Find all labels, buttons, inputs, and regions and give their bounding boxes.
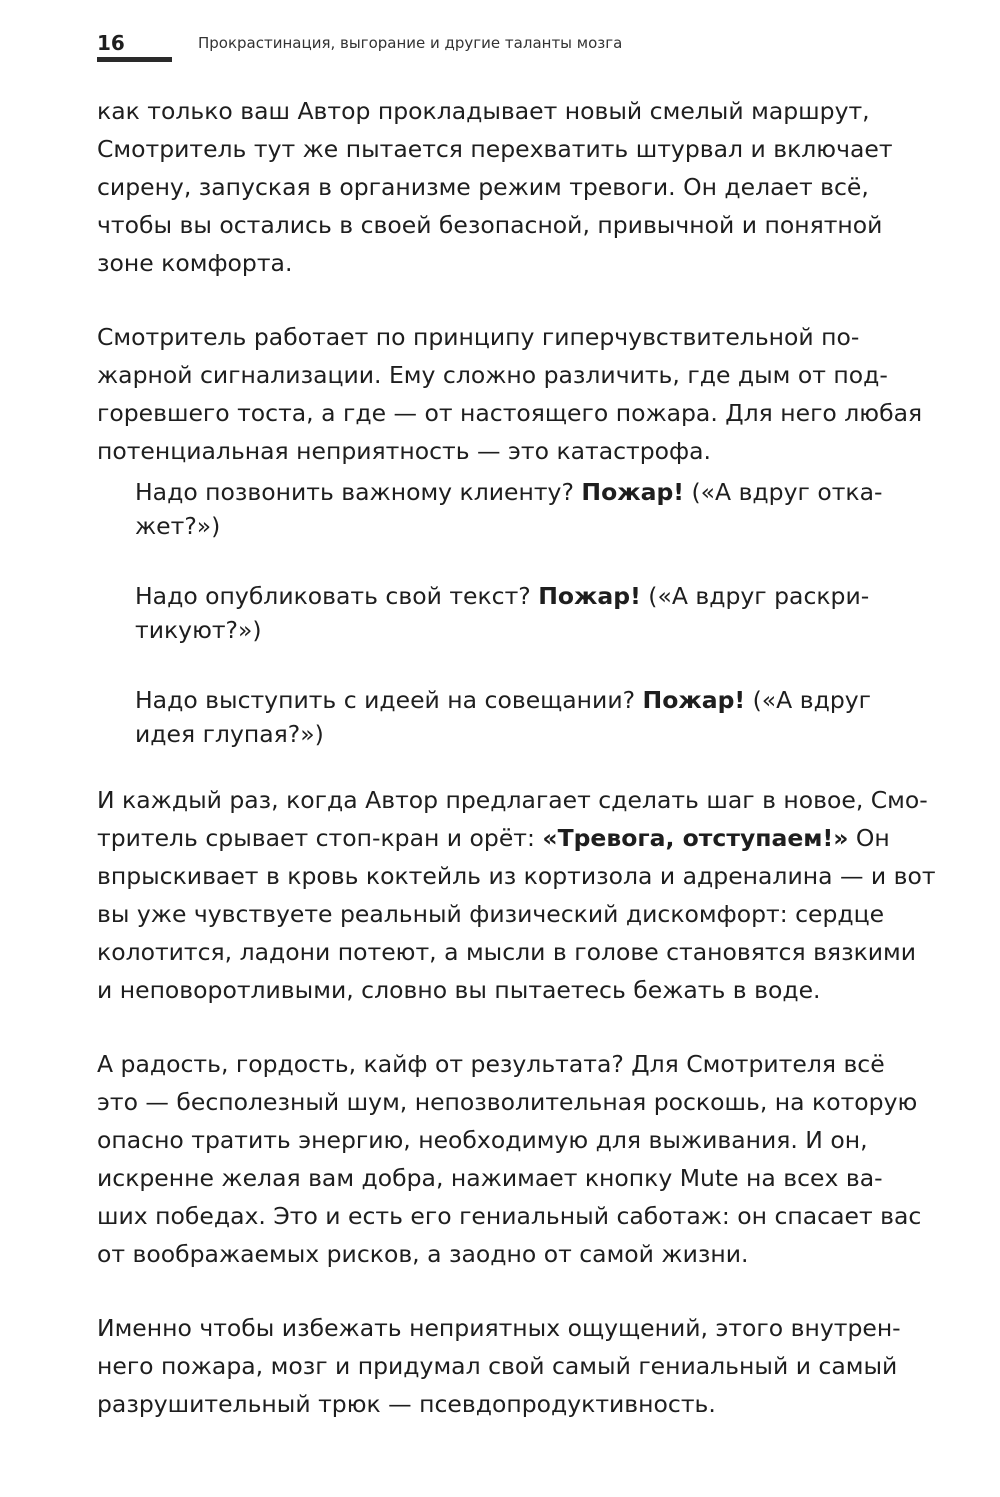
text-line: Надо позвонить важному клиенту? Пожар! («А вдруг отка-	[135, 478, 883, 506]
example-quote-2	[97, 579, 985, 647]
example-quote-3	[97, 683, 985, 751]
running-title: Прокрастинация, выгорание и другие таланты мозга	[198, 34, 623, 52]
text-line: горевшего тоста, а где — от настоящего пожара. Для него любая	[97, 399, 923, 427]
page-number: 16	[97, 31, 125, 55]
paragraph-3	[97, 781, 985, 1009]
page-header	[97, 30, 977, 70]
paragraph-4	[97, 1045, 985, 1273]
text-line: А радость, гордость, кайф от результата? Для Смотрителя всё	[97, 1050, 885, 1078]
text-line: это — бесполезный шум, непозволительная роскошь, на которую	[97, 1088, 918, 1116]
example-quote-1	[97, 475, 985, 543]
text-line: потенциальная неприятность — это катастрофа.	[97, 437, 711, 465]
text-line: впрыскивает в кровь коктейль из кортизола и адреналина — и вот	[97, 862, 936, 890]
text-line: вы уже чувствуете реальный физический дискомфорт: сердце	[97, 900, 885, 928]
text-line: Смотритель тут же пытается перехватить штурвал и включает	[97, 135, 893, 163]
text-line: жет?»)	[135, 512, 221, 540]
text-line: тикуют?»)	[135, 616, 262, 644]
text-line: идея глупая?»)	[135, 720, 324, 748]
header-rule	[97, 57, 172, 62]
text-line: и неповоротливыми, словно вы пытаетесь бежать в воде.	[97, 976, 821, 1004]
text-line: Именно чтобы избежать неприятных ощущений, этого внутрен-	[97, 1314, 901, 1342]
text-line: него пожара, мозг и придумал свой самый гениальный и самый	[97, 1352, 898, 1380]
paragraph-5	[97, 1309, 985, 1423]
paragraph-1	[97, 92, 985, 282]
bold-exclamation: Пожар!	[642, 686, 746, 714]
text-line: тритель срывает стоп-кран и орёт: «Тревога, отступаем!» Он	[97, 824, 890, 852]
text-line: искренне желая вам добра, нажимает кнопку Mute на всех ва-	[97, 1164, 883, 1192]
bold-exclamation: Пожар!	[538, 582, 641, 610]
text-line: Надо выступить с идеей на совещании? Пожар! («А вдруг	[135, 686, 871, 714]
text-line: зоне комфорта.	[97, 249, 293, 277]
text-line: как только ваш Автор прокладывает новый смелый маршрут,	[97, 97, 870, 125]
text-line: Надо опубликовать свой текст? Пожар! («А вдруг раскри-	[135, 582, 870, 610]
text-line: чтобы вы остались в своей безопасной, привычной и понятной	[97, 211, 883, 239]
text-line: ших победах. Это и есть его гениальный саботаж: он спасает вас	[97, 1202, 922, 1230]
paragraph-2	[97, 318, 985, 470]
text-line: И каждый раз, когда Автор предлагает сделать шаг в новое, Смо-	[97, 786, 928, 814]
body-text	[97, 92, 985, 1423]
text-line: сирену, запуская в организме режим тревоги. Он делает всё,	[97, 173, 869, 201]
bold-phrase: «Тревога, отступаем!»	[542, 824, 849, 852]
text-line: Смотритель работает по принципу гиперчувствительной по-	[97, 323, 860, 351]
text-line: от воображаемых рисков, а заодно от самой жизни.	[97, 1240, 749, 1268]
text-line: колотится, ладони потеют, а мысли в голове становятся вязкими	[97, 938, 917, 966]
bold-exclamation: Пожар!	[581, 478, 685, 506]
text-line: жарной сигнализации. Ему сложно различить, где дым от под-	[97, 361, 888, 389]
text-line: опасно тратить энергию, необходимую для выживания. И он,	[97, 1126, 868, 1154]
text-line: разрушительный трюк — псевдопродуктивность.	[97, 1390, 716, 1418]
